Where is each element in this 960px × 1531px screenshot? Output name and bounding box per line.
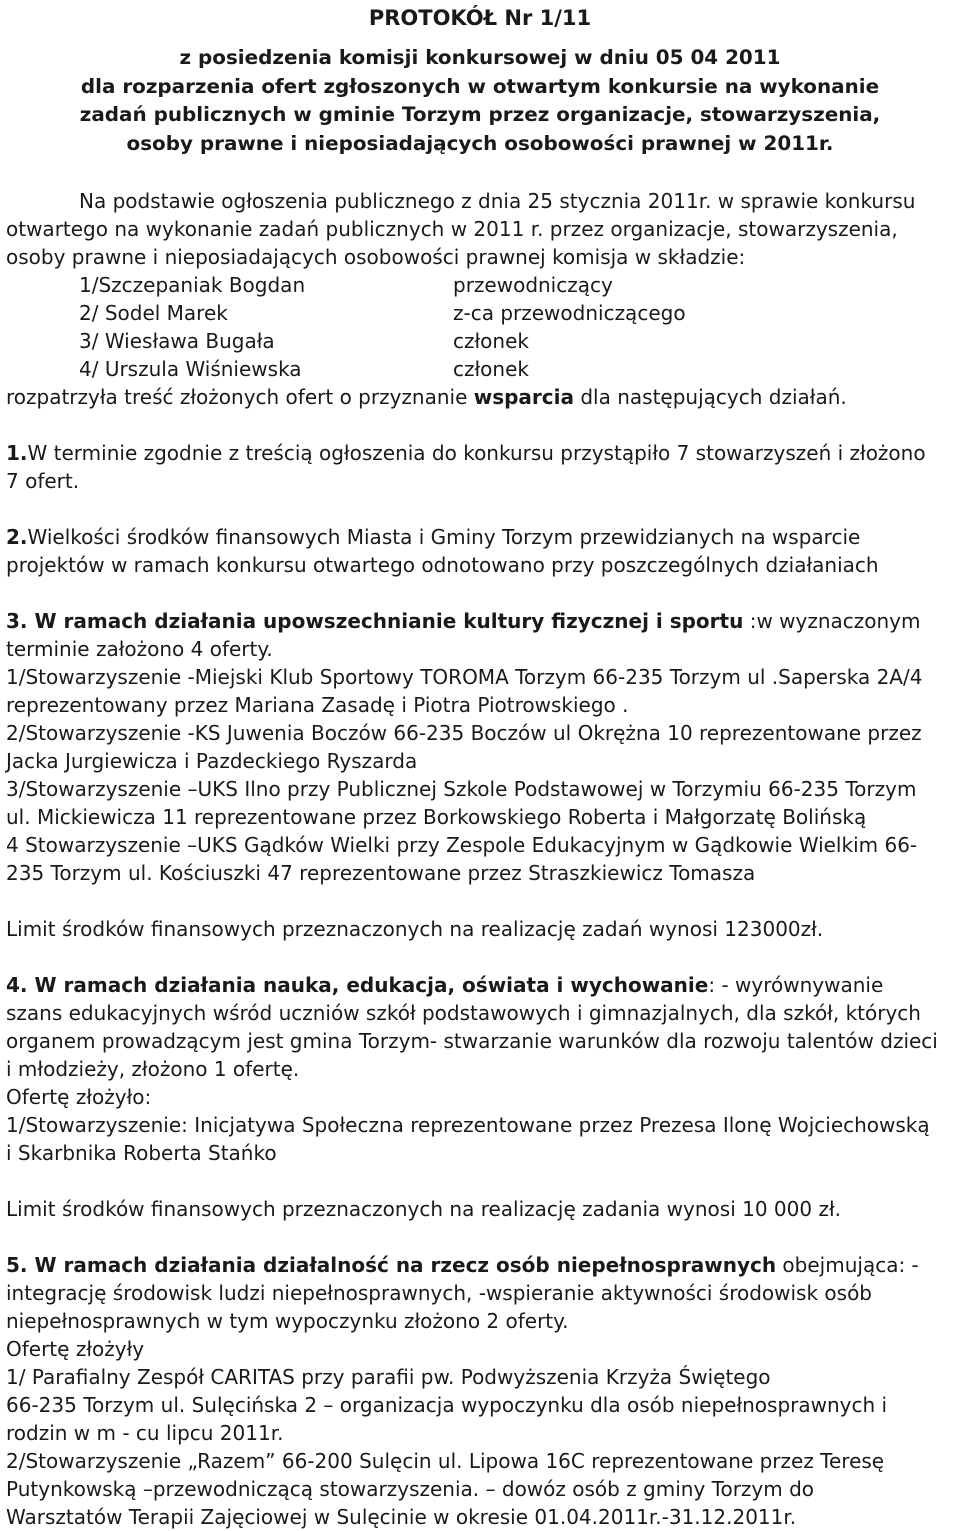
section-4-line: 1/Stowarzyszenie: Inicjatywa Społeczna reprezentowane przez Prezesa Ilonę Wojciechowską — [6, 1113, 930, 1137]
section-4-limit: Limit środków finansowych przeznaczonych na realizację zadania wynosi 10 000 zł. — [6, 1197, 841, 1221]
section-4-line: i młodzieży, złożono 1 ofertę. — [6, 1057, 300, 1081]
committee-member-name: 4/ Urszula Wiśniewska — [79, 357, 302, 381]
section-1-line — [6, 440, 926, 466]
section-5-line: 66-235 Torzym ul. Sulęcińska 2 – organizacja wypoczynku dla osób niepełnosprawnych i — [6, 1393, 888, 1417]
section-3-line: terminie założono 4 oferty. — [6, 637, 273, 661]
section-3-line: 235 Torzym ul. Kościuszki 47 reprezentowane przez Straszkiewicz Tomasza — [6, 861, 756, 885]
intro-line: Na podstawie ogłoszenia publicznego z dnia 25 stycznia 2011r. w sprawie konkursu — [79, 189, 916, 213]
document-title: PROTOKÓŁ Nr 1/11 — [368, 6, 592, 30]
section-heading-bold: 4. W ramach działania nauka, edukacja, oświata i wychowanie — [6, 973, 709, 997]
intro-line: otwartego na wykonanie zadań publicznych w 2011 r. przez organizacje, stowarzyszenia, — [6, 217, 898, 241]
section-3-line: ul. Mickiewicza 11 reprezentowane przez Borkowskiego Roberta i Małgorzatę Bolińską — [6, 805, 867, 829]
section-4-line: szans edukacyjnych wśród uczniów szkół podstawowych i gimnazjalnych, dla szkół, których — [6, 1001, 921, 1025]
section-heading-rest: obejmująca: - — [776, 1253, 919, 1277]
section-5-line: rodzin w m - cu lipcu 2011r. — [6, 1421, 284, 1445]
section-heading-bold: 5. W ramach działania działalność na rzecz osób niepełnosprawnych — [6, 1253, 777, 1277]
section-5-line: Putynkowską –przewodniczącą stowarzyszenia. – dowóz osób z gminy Torzym do — [6, 1477, 815, 1501]
section-5-line: 1/ Parafialny Zespół CARITAS przy parafii pw. Podwyższenia Krzyża Świętego — [6, 1365, 771, 1389]
section-number: 2. — [6, 525, 28, 549]
review-text: rozpatrzyła treść złożonych ofert o przyznanie — [6, 385, 474, 409]
committee-member-role: przewodniczący — [453, 273, 613, 297]
review-text: dla następujących działań. — [574, 385, 847, 409]
review-bold: wsparcia — [473, 385, 574, 409]
section-1-line: 7 ofert. — [6, 469, 80, 493]
committee-member-name: 3/ Wiesława Bugała — [79, 329, 275, 353]
section-heading-rest: : - wyrównywanie — [708, 973, 884, 997]
section-5-line: integrację środowisk ludzi niepełnosprawnych, -wspieranie aktywności środowisk osób — [6, 1281, 873, 1305]
section-3-limit: Limit środków finansowych przeznaczonych na realizację zadań wynosi 123000zł. — [6, 917, 824, 941]
section-text: Wielkości środków finansowych Miasta i Gminy Torzym przewidzianych na wsparcie — [27, 525, 861, 549]
section-2-line — [6, 524, 860, 550]
section-4-line: i Skarbnika Roberta Stańko — [6, 1141, 277, 1165]
review-line — [6, 384, 847, 410]
subtitle-line: z posiedzenia komisji konkursowej w dniu 05 04 2011 — [179, 46, 781, 69]
section-4-line: Ofertę złożyło: — [6, 1085, 152, 1109]
committee-member-role: z-ca przewodniczącego — [453, 301, 686, 325]
section-2-line: projektów w ramach konkursu otwartego odnotowano przy poszczególnych działaniach — [6, 553, 879, 577]
subtitle-line: dla rozparzenia ofert zgłoszonych w otwartym konkursie na wykonanie — [80, 74, 880, 98]
section-4-line: organem prowadzącym jest gmina Torzym- stwarzanie warunków dla rozwoju talentów dzieci — [6, 1029, 938, 1053]
section-number: 1. — [6, 441, 28, 465]
committee-member-role: członek — [453, 329, 529, 353]
committee-member-role: członek — [453, 357, 529, 381]
section-5-line: niepełnosprawnych w tym wypoczynku złożono 2 oferty. — [6, 1309, 569, 1333]
subtitle-line: zadań publicznych w gminie Torzym przez organizacje, stowarzyszenia, — [79, 103, 881, 126]
section-5-line: Ofertę złożyły — [6, 1337, 145, 1361]
section-3-heading — [6, 608, 921, 634]
section-3-line: 2/Stowarzyszenie -KS Juwenia Boczów 66-235 Boczów ul Okrężna 10 reprezentowane przez — [6, 721, 922, 745]
section-3-line: 4 Stowarzyszenie –UKS Gądków Wielki przy Zespole Edukacyjnym w Gądkowie Wielkim 66- — [6, 833, 918, 857]
section-5-line: 2/Stowarzyszenie „Razem” 66-200 Sulęcin ul. Lipowa 16C reprezentowane przez Teresę — [6, 1449, 885, 1473]
committee-member-name: 2/ Sodel Marek — [79, 301, 228, 325]
section-heading-bold: 3. W ramach działania upowszechnianie kultury fizycznej i sportu — [6, 609, 744, 633]
section-4-heading — [6, 972, 883, 998]
section-3-line: 3/Stowarzyszenie –UKS Ilno przy Publicznej Szkole Podstawowej w Torzymiu 66-235 Torzym — [6, 777, 917, 801]
subtitle-line: osoby prawne i nieposiadających osobowości prawnej w 2011r. — [126, 131, 834, 155]
committee-member-name: 1/Szczepaniak Bogdan — [79, 273, 306, 297]
section-3-line: Jacka Jurgiewicza i Pazdeckiego Ryszarda — [6, 749, 418, 773]
intro-line: osoby prawne i nieposiadających osobowości prawnej komisja w składzie: — [6, 245, 746, 269]
section-3-line: 1/Stowarzyszenie -Miejski Klub Sportowy TOROMA Torzym 66-235 Torzym ul .Saperska 2A/4 — [6, 665, 923, 689]
section-heading-rest: :w wyznaczonym — [743, 609, 921, 633]
section-5-line: Warsztatów Terapii Zajęciowej w Sulęcinie w okresie 01.04.2011r.-31.12.2011r. — [6, 1505, 797, 1529]
document-subtitle — [0, 44, 960, 158]
section-text: W terminie zgodnie z treścią ogłoszenia do konkursu przystąpiło 7 stowarzyszeń i złożono — [27, 441, 926, 465]
section-3-line: reprezentowany przez Mariana Zasadę i Piotra Piotrowskiego . — [6, 693, 629, 717]
section-5-heading — [6, 1252, 919, 1278]
